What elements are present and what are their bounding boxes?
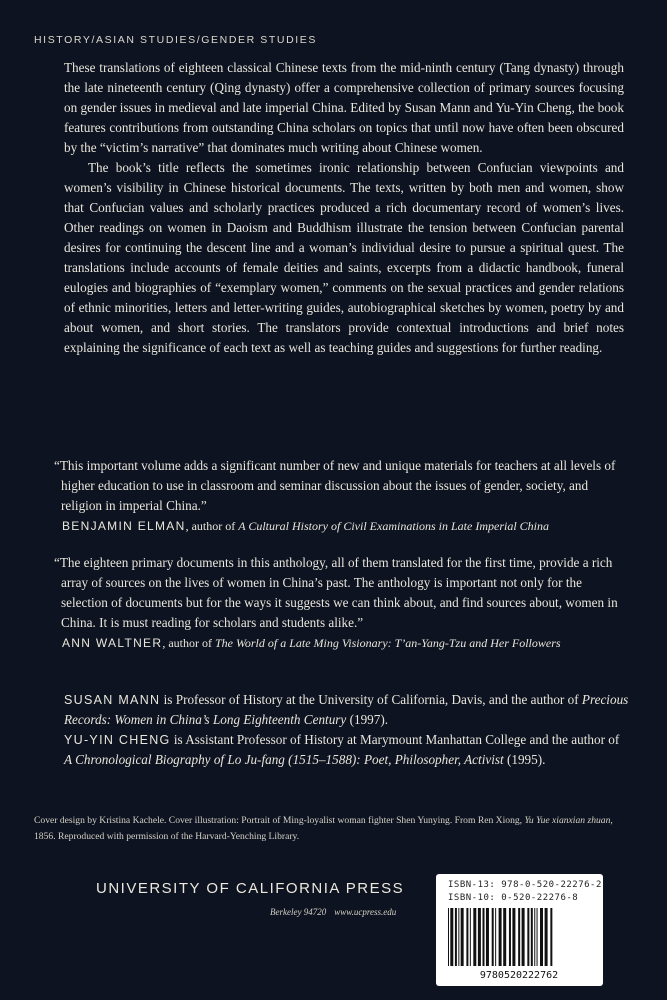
barcode-bar (509, 908, 511, 966)
bio-year: (1995). (503, 752, 546, 767)
quote-author-role: , author of (162, 636, 215, 650)
barcode-bar (527, 908, 529, 966)
barcode-bar (461, 908, 464, 966)
barcode-bar (545, 908, 548, 966)
barcode-bar (499, 908, 502, 966)
barcode-bar (534, 908, 535, 966)
bio-name: SUSAN MANN (64, 693, 161, 707)
bio-susan-mann (64, 690, 629, 730)
barcode-bar (448, 908, 449, 966)
isbn-13: ISBN-13: 978-0-520-22276-2 (448, 880, 602, 890)
barcode-bar (486, 908, 489, 966)
quote-text: “The eighteen primary documents in this anthology, all of them translated for the first time, provide a rich array of sources on the lives of women in China’s past. The anthology is important not only for the selection of documents but for the ways it suggests we can think about, and find sources about, women in China. It is must reading for scholars and students alike.” (54, 555, 618, 630)
credits-text-end: , 1856. Reproduced with permission of the Harvard-Yenching Library. (34, 815, 613, 842)
isbn-barcode (436, 874, 603, 986)
barcode-bar (478, 908, 481, 966)
bio-book: Precious Records: Women in China’s Long Eighteenth Century (64, 692, 629, 727)
publisher-name: UNIVERSITY OF CALIFORNIA PRESS (96, 880, 405, 897)
endorsement-quote-1 (54, 456, 624, 536)
publisher-location (270, 907, 396, 917)
category-label: HISTORY/ASIAN STUDIES/GENDER STUDIES (34, 34, 318, 46)
endorsement-quote-2 (54, 553, 624, 653)
bio-text: is Assistant Professor of History at Marymount Manhattan College and the author of (170, 732, 620, 747)
barcode-bar (495, 908, 496, 966)
barcode-bars (448, 908, 552, 966)
barcode-bar (540, 908, 543, 966)
quote-author: BENJAMIN ELMAN (62, 519, 186, 533)
barcode-graphic (442, 908, 597, 980)
barcode-bar (518, 908, 520, 966)
barcode-bar (473, 908, 476, 966)
quote-author-book: The World of a Late Ming Visionary: T’an-Yang-Tzu and Her Followers (214, 636, 561, 650)
quote-text: “This important volume adds a significant number of new and unique materials for teachers at all levels of higher education to use in classroom and seminar discussion about the issues of gender, society, and religion in imperial China.” (54, 458, 616, 513)
quote-attribution (54, 516, 624, 536)
description-paragraph-2: The book’s title reflects the sometimes ironic relationship between Confucian viewpoints and women’s visibility in Chinese historical documents. The texts, written by both men and women, show that Confucian values and scholarly practices produced a rich documentary record of women’s lives. Other readings on women in Daoism and Buddhism illustrate the tension between Confucian parental desires for continuing the descent line and a woman’s individual desire to pursue a spiritual quest. The translations include accounts of female deities and saints, excerpts from a didactic handbook, funeral eulogies and biographies of “exemplary women,” comments on the sexual practices and gender relations of ethnic minorities, letters and letter-writing guides, autobiographical sketches by women, poetry by and about women, and short stories. The translators provide contextual introductions and brief notes explaining the significance of each text as well as teaching guides and suggestions for further reading. (64, 160, 624, 355)
editor-bios (64, 690, 629, 770)
barcode-digits: 9780520222762 (479, 970, 559, 980)
quote-author: ANN WALTNER (62, 636, 163, 650)
bio-yu-yin-cheng (64, 730, 629, 770)
barcode-bar (458, 908, 459, 966)
barcode-bar (512, 908, 515, 966)
quote-author-book: A Cultural History of Civil Examinations in Late Imperial China (238, 519, 549, 533)
barcode-bar (522, 908, 525, 966)
quote-attribution (54, 633, 624, 653)
isbn-10: ISBN-10: 0-520-22276-8 (448, 893, 579, 903)
book-description (64, 58, 624, 358)
bio-name: YU-YIN CHENG (64, 733, 171, 747)
barcode-bar (531, 908, 533, 966)
publisher-city: Berkeley 94720 (270, 907, 327, 917)
barcode-bar (550, 908, 552, 966)
barcode-bar (450, 908, 453, 966)
credits-source-title: Yu Yue xianxian zhuan (524, 815, 611, 826)
barcode-bar (492, 908, 494, 966)
barcode-bar (466, 908, 468, 966)
cover-credits (34, 813, 634, 845)
bio-text: is Professor of History at the University of California, Davis, and the author of (160, 692, 582, 707)
publisher-url: www.ucpress.edu (334, 907, 397, 917)
description-paragraph-1: These translations of eighteen classical Chinese texts from the mid-ninth century (Tang dynasty) through the late nineteenth century (Qing dynasty) offer a comprehensive collection of primary sources focusing on gender issues in medieval and late imperial China. Edited by Susan Mann and Yu-Yin Cheng, the book features contributions from outstanding China scholars on topics that until now have often been obscured by the “victim’s narrative” that dominates much writing about Chinese women. (64, 60, 624, 155)
quote-author-role: , author of (185, 519, 239, 533)
bio-year: (1997). (346, 712, 389, 727)
barcode-bar (483, 908, 485, 966)
bio-book: A Chronological Biography of Lo Ju-fang (1515–1588): Poet, Philosopher, Activist (64, 752, 504, 767)
credits-text: Cover design by Kristina Kachele. Cover illustration: Portrait of Ming-loyalist woman fighter Shen Yunying. From Ren Xiong, (34, 815, 525, 826)
barcode-bar (455, 908, 457, 966)
barcode-bar (537, 908, 538, 966)
barcode-bar (470, 908, 471, 966)
barcode-bar (503, 908, 506, 966)
